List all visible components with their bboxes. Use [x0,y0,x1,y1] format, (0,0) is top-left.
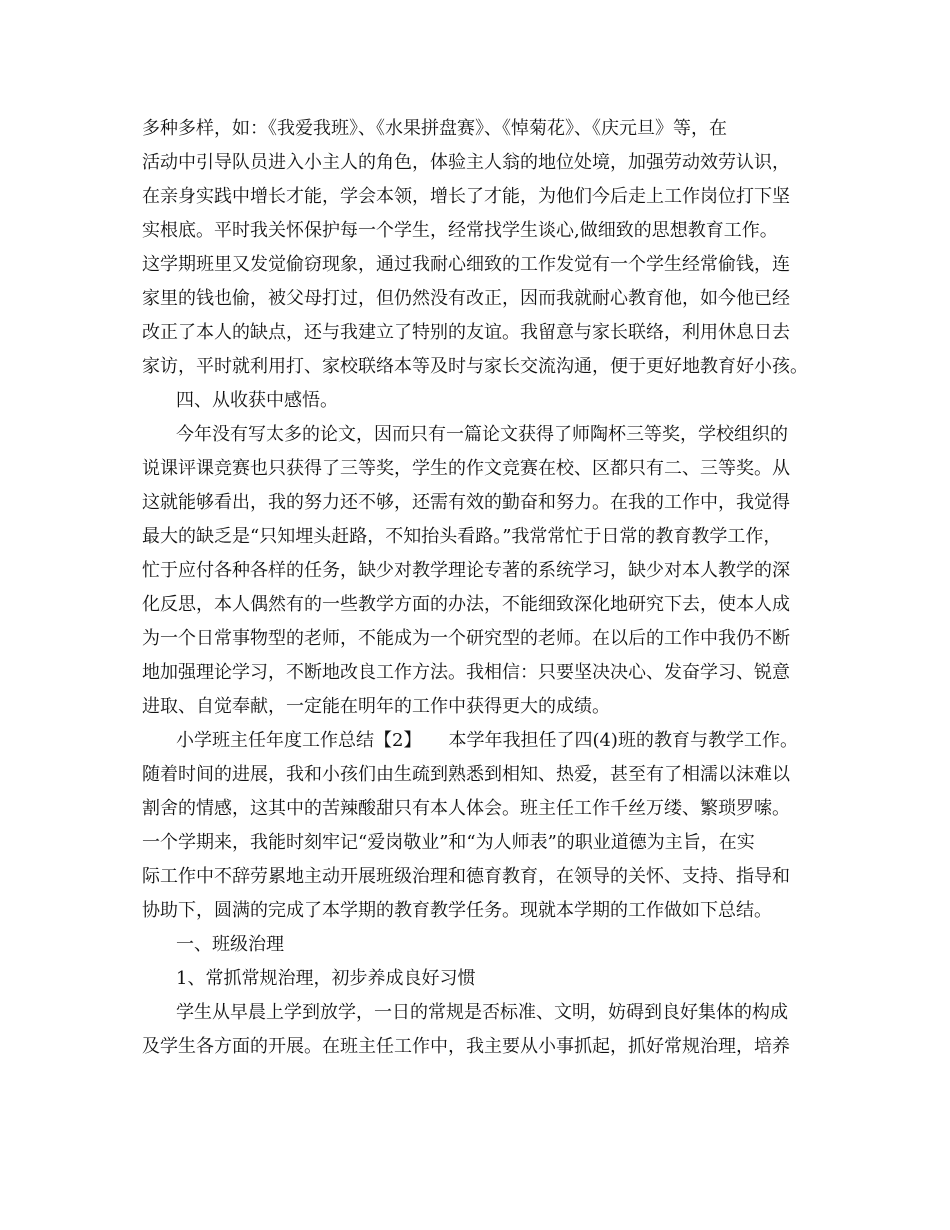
text-line: 说课评课竞赛也只获得了三等奖，学生的作文竞赛在校、区都只有二、三等奖。从 [142,458,790,479]
text-line: 在亲身实践中增长才能，学会本领，增长了才能，为他们今后走上工作岗位打下坚 [142,186,790,207]
text-line: 地加强理论学习，不断地改良工作方法。我相信：只要坚决决心、发奋学习、锐意 [142,662,790,683]
text-line: 学生从早晨上学到放学，一日的常规是否标准、文明，妨碍到良好集体的构成 [176,1002,788,1023]
text-line: 今年没有写太多的论文，因而只有一篇论文获得了师陶杯三等奖，学校组织的 [176,424,788,445]
text-line: 忙于应付各种各样的任务，缺少对教学理论专著的系统学习，缺少对本人教学的深 [142,560,790,581]
text-line: 改正了本人的缺点，还与我建立了特别的友谊。我留意与家长联络，利用休息日去 [142,322,790,343]
text-line: 这就能够看出，我的努力还不够，还需有效的勤奋和努力。在我的工作中，我觉得 [142,492,790,513]
text-line: 及学生各方面的开展。在班主任工作中，我主要从小事抓起，抓好常规治理，培养 [142,1036,790,1057]
subsection-heading: 1、常抓常规治理，初步养成良好习惯 [176,968,476,989]
text-line: 际工作中不辞劳累地主动开展班级治理和德育教育，在领导的关怀、支持、指导和 [142,866,790,887]
text-line: 实根底。平时我关怀保护每一个学生，经常找学生谈心,做细致的思想教育工作。 [142,220,778,241]
text-line: 小学班主任年度工作总结【2】 本学年我担任了四(4)班的教育与教学工作。 [176,730,798,751]
text-line: 多种多样，如：《我爱我班》、《水果拼盘赛》、《悼菊花》、《庆元旦》等，在 [142,118,727,139]
text-line: 家里的钱也偷，被父母打过，但仍然没有改正，因而我就耐心教育他，如今他已经 [142,288,790,309]
text-line: 化反思，本人偶然有的一些教学方面的办法，不能细致深化地研究下去，使本人成 [142,594,790,615]
text-line: 最大的缺乏是“只知埋头赶路，不知抬头看路。”我常常忙于日常的教育教学工作， [142,526,782,547]
text-line: 随着时间的进展，我和小孩们由生疏到熟悉到相知、热爱，甚至有了相濡以沫难以 [142,764,790,785]
text-line: 家访，平时就利用打、家校联络本等及时与家长交流沟通，便于更好地教育好小孩。 [142,356,808,377]
section-heading: 一、班级治理 [176,934,284,955]
text-line: 进取、自觉奉献，一定能在明年的工作中获得更大的成绩。 [142,696,610,717]
text-line: 一个学期来，我能时刻牢记“爱岗敬业”和“为人师表”的职业道德为主旨，在实 [142,832,755,853]
text-line: 活动中引导队员进入小主人的角色，体验主人翁的地位处境，加强劳动效劳认识， [142,152,790,173]
text-line: 为一个日常事物型的老师，不能成为一个研究型的老师。在以后的工作中我仍不断 [142,628,790,649]
text-line: 这学期班里又发觉偷窃现象，通过我耐心细致的工作发觉有一个学生经常偷钱，连 [142,254,790,275]
text-line: 协助下，圆满的完成了本学期的教育教学任务。现就本学期的工作做如下总结。 [142,900,772,921]
text-line: 割舍的情感，这其中的苦辣酸甜只有本人体会。班主任工作千丝万缕、繁琐罗嗦。 [142,798,790,819]
section-heading: 四、从收获中感悟。 [176,390,338,411]
